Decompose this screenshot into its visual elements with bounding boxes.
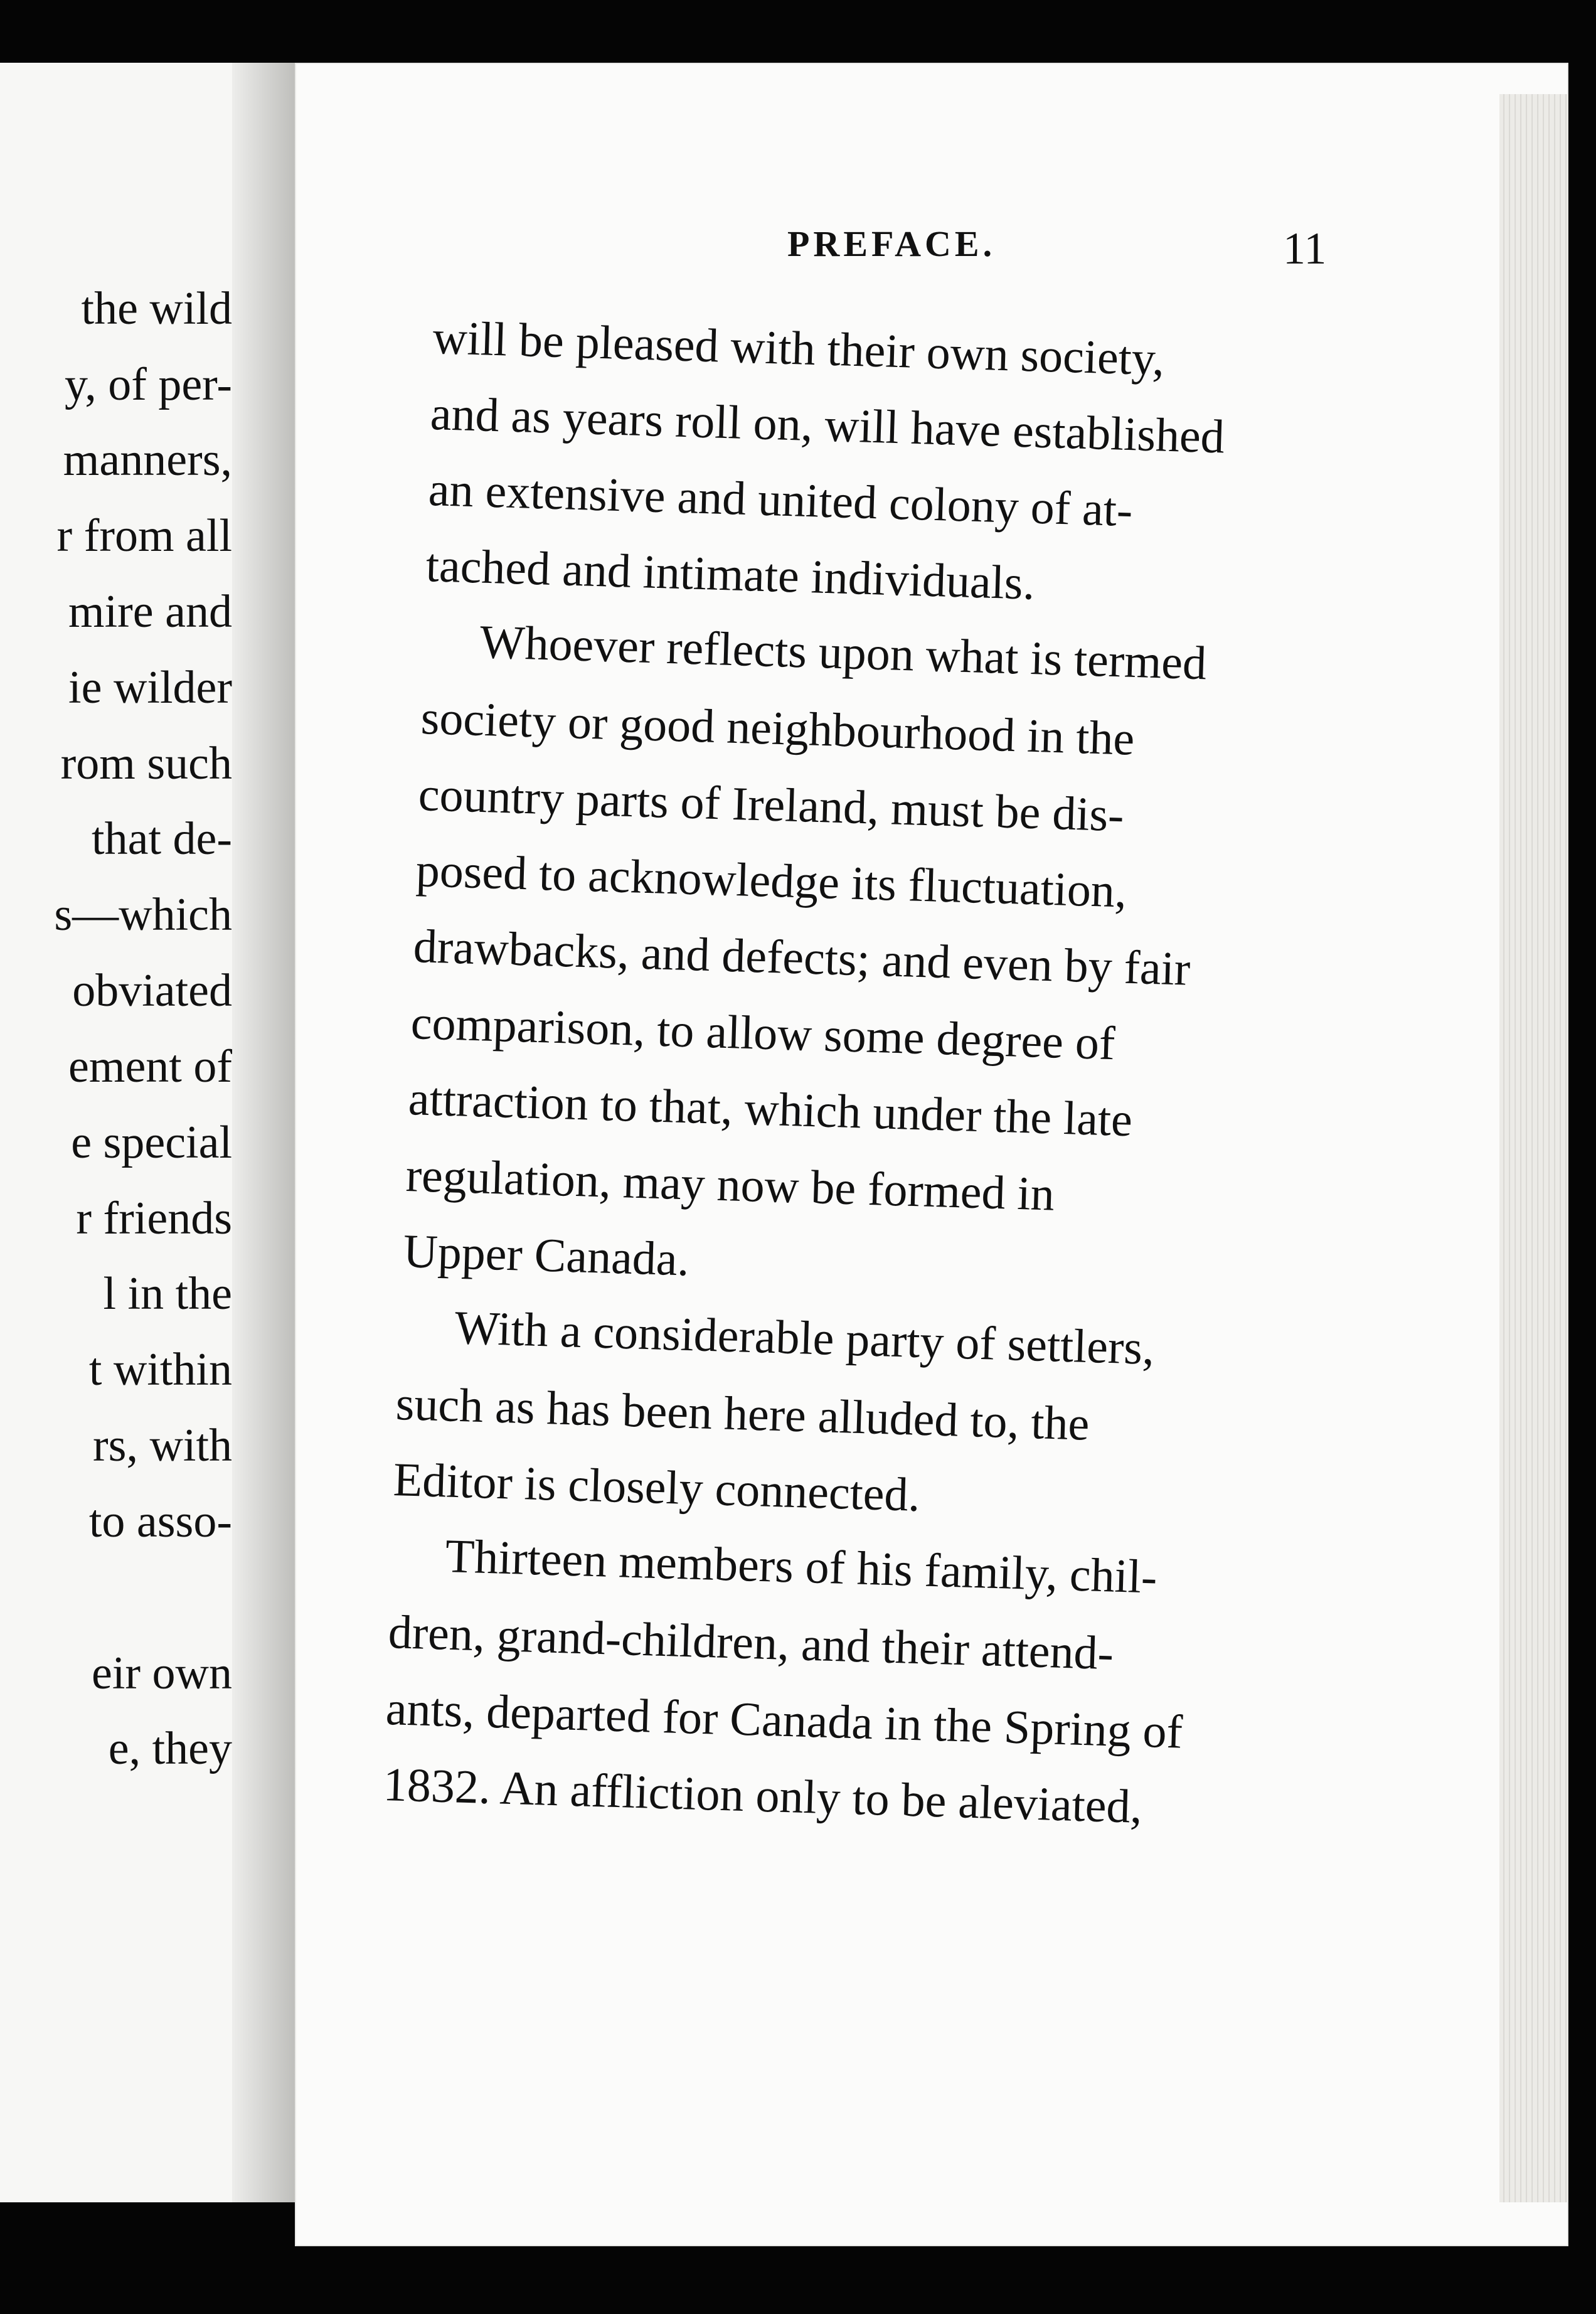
body-line: comparison, to allow some degree of bbox=[410, 996, 1116, 1070]
body-line: an extensive and united colony of at- bbox=[427, 463, 1134, 537]
left-line: mire and bbox=[68, 586, 232, 637]
left-line: y, of per- bbox=[65, 359, 232, 410]
body-line: and as years roll on, will have established bbox=[429, 387, 1226, 464]
body-line: Thirteen members of his family, chil- bbox=[444, 1530, 1158, 1604]
left-line: obviated bbox=[72, 965, 232, 1016]
left-line: eir own bbox=[92, 1648, 232, 1699]
left-line: manners, bbox=[63, 434, 232, 486]
body-line: regulation, may now be formed in bbox=[405, 1149, 1055, 1221]
running-head: PREFACE. bbox=[787, 223, 996, 264]
body-line: tached and intimate individuals. bbox=[425, 539, 1036, 610]
left-line: to asso- bbox=[88, 1496, 232, 1547]
body-line: With a considerable party of settlers, bbox=[454, 1301, 1156, 1375]
left-line: e special bbox=[71, 1117, 232, 1168]
page-edge bbox=[1499, 94, 1568, 2202]
body-line: drawbacks, and defects; and even by fair bbox=[412, 920, 1191, 996]
left-line: s—which bbox=[54, 889, 232, 941]
left-line: r from all bbox=[56, 510, 232, 562]
body-line: country parts of Ireland, must be dis- bbox=[417, 768, 1125, 842]
body-line: posed to acknowledge its fluctuation, bbox=[415, 844, 1128, 918]
body-line: 1832. An affliction only to be aleviated, bbox=[382, 1758, 1143, 1833]
left-line: rs, with bbox=[93, 1420, 232, 1471]
left-line: r friends bbox=[76, 1193, 232, 1244]
body-line: attraction to that, which under the late bbox=[407, 1072, 1134, 1147]
body-line: society or good neighbourhood in the bbox=[420, 691, 1136, 765]
body-line: Editor is closely connected. bbox=[392, 1453, 921, 1522]
body-line: ants, departed for Canada in the Spring of bbox=[385, 1682, 1184, 1759]
left-line: rom such bbox=[60, 738, 232, 789]
body-line: such as has been here alluded to, the bbox=[395, 1377, 1090, 1451]
left-line: that de- bbox=[92, 813, 232, 865]
body-line: will be pleased with their own society, bbox=[432, 311, 1166, 386]
left-line: ement of bbox=[68, 1041, 232, 1092]
left-line: ie wilder bbox=[68, 662, 232, 713]
left-line: the wild bbox=[81, 283, 232, 334]
body-line: Upper Canada. bbox=[402, 1225, 690, 1286]
left-line: t within bbox=[88, 1344, 232, 1395]
body-line: dren, grand-children, and their attend- bbox=[387, 1606, 1115, 1680]
left-line: e, they bbox=[108, 1723, 232, 1774]
left-line: l in the bbox=[103, 1268, 232, 1320]
body-line: Whoever reflects upon what is termed bbox=[479, 616, 1208, 690]
page-number: 11 bbox=[1283, 223, 1327, 274]
